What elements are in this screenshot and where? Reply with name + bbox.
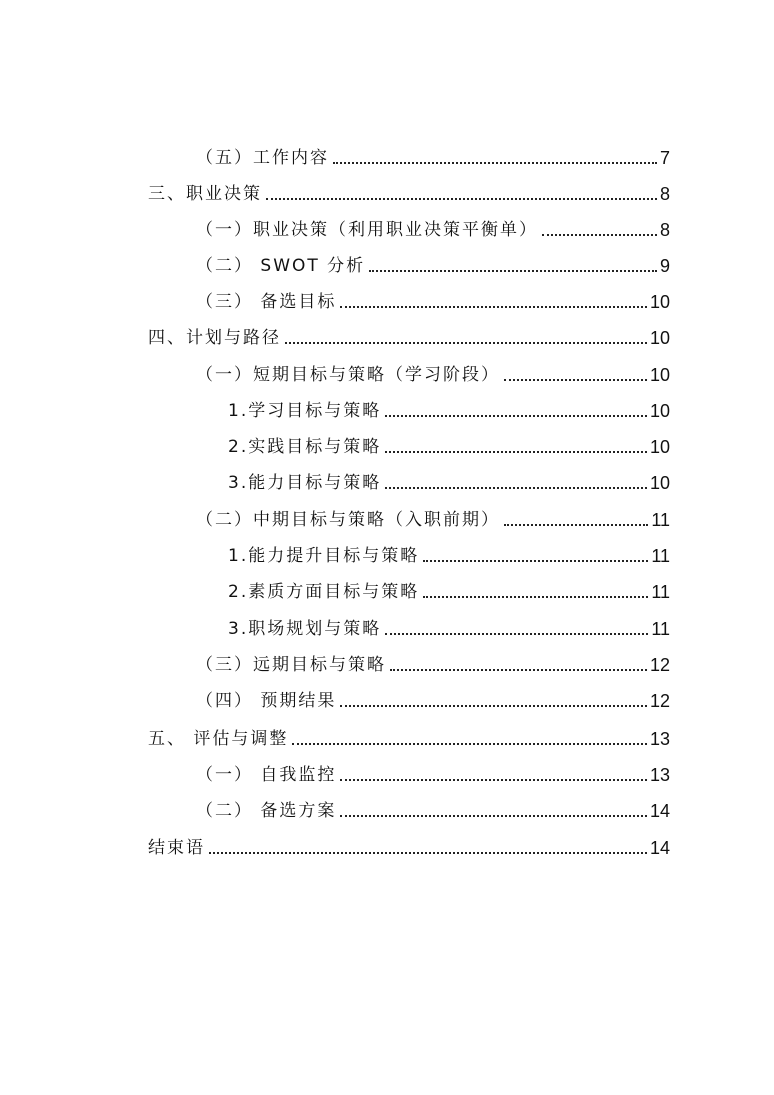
toc-entry[interactable] <box>228 396 670 422</box>
toc-leader-dots <box>285 342 647 344</box>
toc-entry-title: （五）工作内容 <box>196 148 329 168</box>
toc-entry-title: （四） 预期结果 <box>196 691 337 711</box>
toc-entry[interactable] <box>228 432 670 458</box>
toc-entry-page: 11 <box>651 510 670 530</box>
toc-entry[interactable] <box>228 468 670 494</box>
toc-entry[interactable] <box>196 686 670 712</box>
toc-entry-title: （三） 备选目标 <box>196 292 337 312</box>
toc-entry-page: 10 <box>649 328 670 348</box>
toc-entry-title: （三）远期目标与策略 <box>196 655 386 675</box>
toc-entry[interactable] <box>196 796 670 822</box>
toc-entry-page: 10 <box>649 473 670 493</box>
toc-leader-dots <box>266 198 657 200</box>
toc-leader-dots <box>333 162 657 164</box>
toc-entry-page: 14 <box>649 838 670 858</box>
toc-entry-title: 2.实践目标与策略 <box>228 437 382 457</box>
toc-entry[interactable] <box>148 323 670 349</box>
toc-entry[interactable] <box>148 724 670 750</box>
toc-leader-dots <box>340 815 647 817</box>
toc-leader-dots <box>340 705 647 707</box>
toc-entry[interactable] <box>196 360 670 386</box>
toc-entry[interactable] <box>228 614 670 640</box>
toc-leader-dots <box>504 379 647 381</box>
toc-entry[interactable] <box>228 541 670 567</box>
toc-entry-page: 13 <box>649 729 670 749</box>
toc-entry[interactable] <box>196 251 670 277</box>
toc-entry[interactable] <box>196 650 670 676</box>
toc-leader-dots <box>385 633 648 635</box>
toc-leader-dots <box>542 234 657 236</box>
toc-entry[interactable] <box>196 505 670 531</box>
toc-entry[interactable] <box>148 179 670 205</box>
toc-entry-page: 11 <box>651 582 670 602</box>
toc-leader-dots <box>340 306 647 308</box>
toc-entry-title: 3.职场规划与策略 <box>228 619 382 639</box>
toc-leader-dots <box>340 779 647 781</box>
toc-entry-page: 10 <box>649 401 670 421</box>
toc-entry[interactable] <box>196 143 670 169</box>
toc-entry[interactable] <box>148 833 670 859</box>
toc-leader-dots <box>504 524 648 526</box>
toc-entry-title: 结束语 <box>148 838 205 858</box>
toc-leader-dots <box>423 560 648 562</box>
toc-entry[interactable] <box>196 215 670 241</box>
toc-entry-page: 11 <box>651 546 670 566</box>
toc-entry-page: 14 <box>649 801 670 821</box>
toc-entry-page: 7 <box>659 148 670 168</box>
toc-entry-page: 11 <box>651 619 670 639</box>
toc-entry-page: 8 <box>659 220 670 240</box>
toc-leader-dots <box>385 415 647 417</box>
toc-entry[interactable] <box>196 760 670 786</box>
toc-entry-title: （二） SWOT 分析 <box>196 256 366 276</box>
toc-entry-title: 2.素质方面目标与策略 <box>228 582 420 602</box>
toc-entry-title: 四、计划与路径 <box>148 328 281 348</box>
toc-leader-dots <box>369 270 657 272</box>
toc-entry-page: 12 <box>649 691 670 711</box>
toc-leader-dots <box>390 669 647 671</box>
toc-entry[interactable] <box>196 287 670 313</box>
toc-entry-title: （一） 自我监控 <box>196 765 337 785</box>
toc-entry-title: （一）职业决策（利用职业决策平衡单） <box>196 220 538 240</box>
toc-entry-page: 9 <box>659 256 670 276</box>
toc-entry-page: 10 <box>649 365 670 385</box>
toc-entry[interactable] <box>228 577 670 603</box>
toc-entry-title: 五、 评估与调整 <box>148 729 289 749</box>
toc-entry-title: 1.能力提升目标与策略 <box>228 546 420 566</box>
toc-entry-title: （一）短期目标与策略（学习阶段） <box>196 365 500 385</box>
toc-entry-page: 12 <box>649 655 670 675</box>
toc-leader-dots <box>423 596 648 598</box>
toc-leader-dots <box>385 487 647 489</box>
toc-entry-title: 1.学习目标与策略 <box>228 401 382 421</box>
toc-entry-title: （二） 备选方案 <box>196 801 337 821</box>
toc-entry-title: （二）中期目标与策略（入职前期） <box>196 510 500 530</box>
toc-entry-page: 13 <box>649 765 670 785</box>
toc-leader-dots <box>385 451 647 453</box>
toc-entry-page: 10 <box>649 437 670 457</box>
toc-entry-page: 8 <box>659 184 670 204</box>
toc-leader-dots <box>209 852 647 854</box>
toc-entry-title: 三、职业决策 <box>148 184 262 204</box>
toc-leader-dots <box>292 743 647 745</box>
toc-entry-title: 3.能力目标与策略 <box>228 473 382 493</box>
toc-entry-page: 10 <box>649 292 670 312</box>
